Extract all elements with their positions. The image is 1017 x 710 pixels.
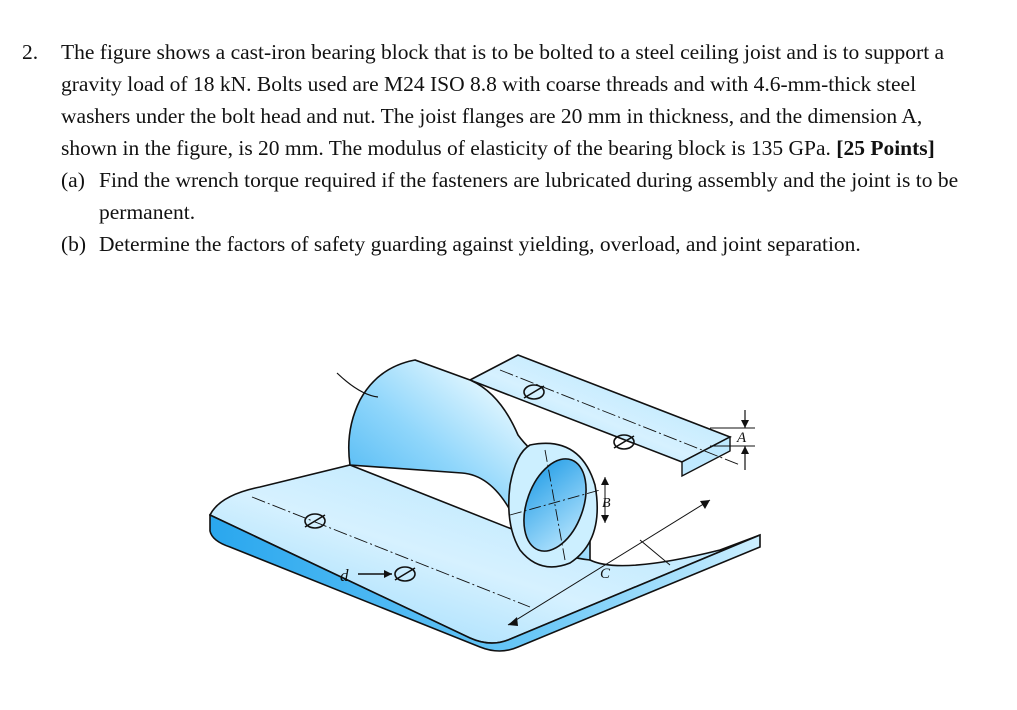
- label-c: C: [600, 566, 611, 582]
- problem-stem: [61, 36, 982, 164]
- part-b-text: Determine the factors of safety guarding against yielding, overload, and joint separation.: [99, 232, 861, 256]
- points-label: [25 Points]: [836, 136, 935, 160]
- stem-text: The figure shows a cast-iron bearing block that is to be bolted to a steel ceiling joist and is to support a gravity load of 18 kN. Bolts used are M24 ISO 8.8 with coarse threads and with 4.6-mm-thick steel washers under the bolt head and nut. The joist flanges are 20 mm in thickness, and the dimension A, shown in the figure, is 20 mm. The modulus of elasticity of the bearing block is 135 GPa.: [61, 40, 945, 160]
- part-b: [61, 228, 982, 260]
- problem-number: 2.: [22, 40, 39, 64]
- part-b-label: (b): [61, 232, 87, 256]
- label-b: B: [602, 496, 611, 511]
- problem-statement: [22, 36, 982, 260]
- part-a-label: (a): [61, 168, 85, 192]
- part-a-text: Find the wrench torque required if the fasteners are lubricated during assembly and the joint is to be permanent.: [99, 168, 959, 224]
- bearing-block-drawing: [200, 325, 800, 700]
- label-d: d: [340, 566, 349, 585]
- label-a: A: [737, 430, 747, 446]
- bearing-block-figure: [200, 325, 800, 700]
- part-a: [61, 164, 982, 228]
